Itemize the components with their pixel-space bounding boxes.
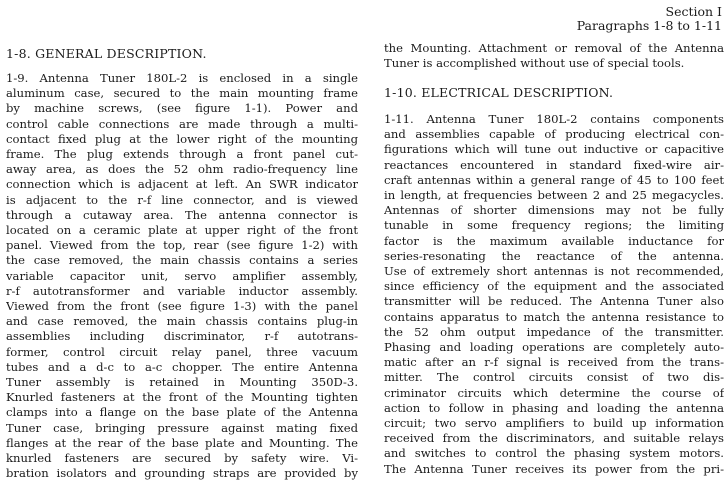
text-line: variable capacitor unit, servo amplifier assembly,: [6, 268, 358, 283]
text-line: factor is the maximum available inductance for: [384, 233, 724, 248]
text-line: r-f autotransformer and variable inductor assembly.: [6, 283, 358, 298]
text-line: criminator circuits which determine the course of: [384, 385, 724, 400]
text-line: connection which is adjacent at left. An SWR indicator: [6, 177, 358, 192]
text-line: Phasing and loading operations are completely auto-: [384, 340, 724, 355]
text-line: in length, at frequencies between 2 and 25 megacycles.: [384, 188, 724, 203]
text-line: flanges at the rear of the base plate and Mounting. The: [6, 435, 358, 450]
page-header: [577, 5, 722, 33]
paragraph-1-9: [6, 71, 358, 481]
text-line: received from the discriminators, and suitable relays: [384, 431, 724, 446]
text-line: the 52 ohm output impedance of the transmitter.: [384, 324, 724, 339]
text-line: 1-11. Antenna Tuner 180L-2 contains components: [384, 112, 724, 126]
text-line: and case removed, the main chassis contains plug-in: [6, 314, 358, 329]
text-line: mitter. The control circuits consist of two dis-: [384, 370, 724, 385]
text-line: Viewed from the front (see figure 1-3) with the panel: [6, 299, 358, 314]
text-line: and assemblies capable of producing electrical con-: [384, 127, 724, 142]
text-line: aluminum case, secured to the main mounting frame: [6, 86, 358, 101]
text-line: matic after an r-f signal is received from the trans-: [384, 355, 724, 370]
text-line: contact fixed plug at the lower right of the mounting: [6, 131, 358, 146]
text-line: the Mounting. Attachment or removal of the Antenna: [384, 41, 724, 55]
text-line: transmitter will be reduced. The Antenna Tuner also: [384, 294, 724, 309]
text-line: clamps into a flange on the base plate of the Antenna: [6, 405, 358, 420]
text-line: The Antenna Tuner receives its power from the pri-: [384, 461, 724, 476]
text-line: figurations which will tune out inductive or capacitive: [384, 142, 724, 157]
general-description-heading: 1-8. GENERAL DESCRIPTION.: [6, 46, 207, 61]
text-line: action to follow in phasing and loading the antenna: [384, 400, 724, 415]
paragraph-continuation: [384, 41, 724, 71]
text-line: panel. Viewed from the top, rear (see figure 1-2) with: [6, 238, 358, 253]
text-line: Antennas of shorter dimensions may not be fully: [384, 203, 724, 218]
electrical-description-heading: 1-10. ELECTRICAL DESCRIPTION.: [384, 85, 614, 100]
text-line: series-resonating the reactance of the antenna.: [384, 248, 724, 263]
text-line: since efficiency of the equipment and the associated: [384, 279, 724, 294]
text-line: Tuner assembly is retained in Mounting 350D-3.: [6, 375, 358, 390]
text-line: Knurled fasteners at the front of the Mounting tighten: [6, 390, 358, 405]
text-line: Tuner is accomplished without use of special tools.: [384, 56, 685, 71]
paragraph-1-11: [384, 112, 724, 477]
text-line: Tuner case, bringing pressure against mating fixed: [6, 420, 358, 435]
text-line: is adjacent to the r-f line connector, and is viewed: [6, 192, 358, 207]
text-line: through a cutaway area. The antenna connector is: [6, 207, 358, 222]
text-line: craft antennas within a general range of 45 to 100 feet: [384, 172, 724, 187]
text-line: 1-9. Antenna Tuner 180L-2 is enclosed in a single: [6, 71, 358, 85]
text-line: assemblies including discriminator, r-f autotrans-: [6, 329, 358, 344]
paragraph-range: Paragraphs 1-8 to 1-11: [576, 18, 722, 33]
text-line: away area, as does the 52 ohm radio-frequency line: [6, 162, 358, 177]
text-line: tunable in some frequency regions; the limiting: [384, 218, 724, 233]
text-line: contains apparatus to match the antenna resistance to: [384, 309, 724, 324]
text-line: bration isolators and grounding straps are provided by: [6, 466, 358, 481]
text-line: located on a ceramic plate at upper right of the front: [6, 223, 358, 238]
text-line: Use of extremely short antennas is not recommended,: [384, 264, 724, 279]
text-line: former, control circuit relay panel, three vacuum: [6, 344, 358, 359]
text-line: reactances encountered in standard fixed-wire air-: [384, 157, 724, 172]
text-line: circuit; two servo amplifiers to build up information: [384, 416, 724, 431]
text-line: tubes and a d-c to a-c chopper. The entire Antenna: [6, 359, 358, 374]
text-line: control cable connections are made through a multi-: [6, 116, 358, 131]
section-label: Section I: [665, 4, 722, 19]
text-line: the case removed, the main chassis contains a series: [6, 253, 358, 268]
text-line: and switches to control the phasing system motors.: [384, 446, 724, 461]
text-line: frame. The plug extends through a front panel cut-: [6, 147, 358, 162]
text-line: knurled fasteners are secured by safety wire. Vi-: [6, 451, 358, 466]
text-line: by machine screws, (see figure 1-1). Power and: [6, 101, 358, 116]
